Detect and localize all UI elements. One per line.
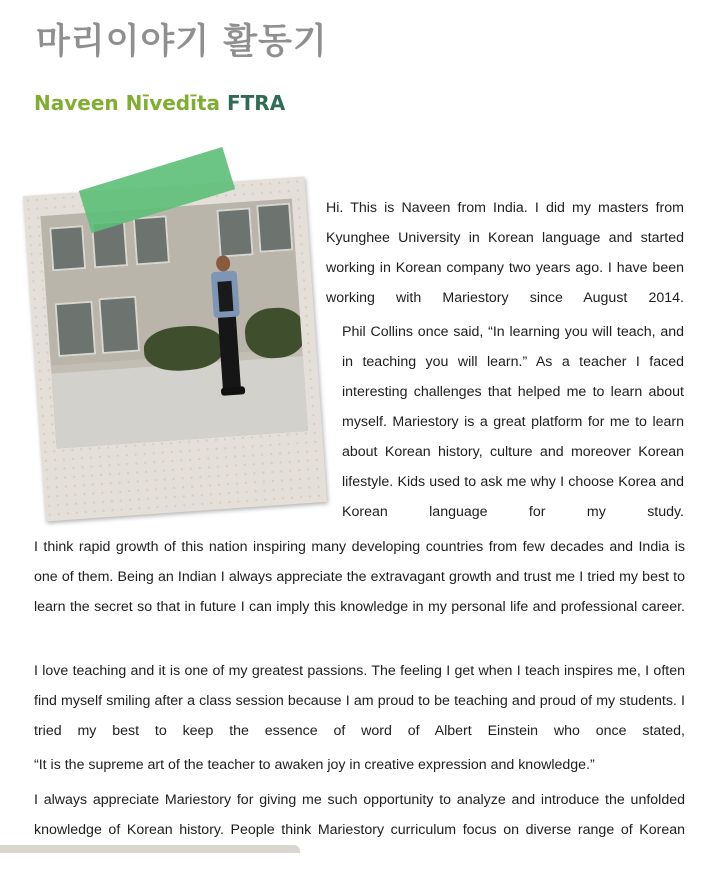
author-line bbox=[34, 91, 285, 115]
torn-paper-edge bbox=[0, 845, 300, 853]
window bbox=[49, 225, 86, 271]
page-title: 마리이야기 활동기 bbox=[36, 22, 328, 62]
author-name: Naveen Nīvedīta bbox=[34, 91, 221, 115]
bush bbox=[243, 306, 306, 360]
paragraph-teaching: I love teaching and it is one of my greatest passions. The feeling I get when I teach inspires me, I often find myself smiling after a class session because I am proud to be teaching and proud of my students. I tried my best to keep the essence of word of Albert Einstein who once stated, bbox=[34, 663, 685, 739]
paragraph-appreciation: I always appreciate Mariestory for giving me such opportunity to analyze and introduce the unfolded knowledge of Korean history. People think Mariestory curriculum focus on diverse range of Korean bbox=[34, 792, 685, 838]
paragraph-einstein-quote: “It is the supreme art of the teacher to awaken joy in creative expression and knowledge.” bbox=[34, 757, 595, 773]
window bbox=[216, 207, 253, 257]
window bbox=[55, 301, 97, 358]
teacher-photo bbox=[40, 198, 308, 448]
paragraph-growth: I think rapid growth of this nation inspiring many developing countries from few decades and India is one of them. Being an Indian I always appreciate the extravagant growth and trust me I tried my best to learn the secret so that in future I can imply this knowledge in my personal life and professional career. bbox=[34, 539, 685, 615]
window bbox=[133, 215, 170, 265]
polaroid-photo bbox=[23, 177, 327, 522]
author-role: FTRA bbox=[227, 91, 286, 115]
window bbox=[256, 203, 293, 253]
window bbox=[98, 296, 140, 355]
paragraph-intro: Hi. This is Naveen from India. I did my masters from Kyunghee University in Korean language and started working in Korean company two years ago. I have been working with Mariestory since August 2014. bbox=[326, 200, 684, 306]
paragraph-phil-collins: Phil Collins once said, “In learning you will teach, and in teaching you will learn.” As a teacher I faced interesting challenges that helped me to learn about myself. Mariestory is a great platform for me to learn about Korean history, culture and moreover Korean lifestyle. Kids used to ask me why I choose Korea and Korean language for my study. bbox=[342, 324, 684, 520]
